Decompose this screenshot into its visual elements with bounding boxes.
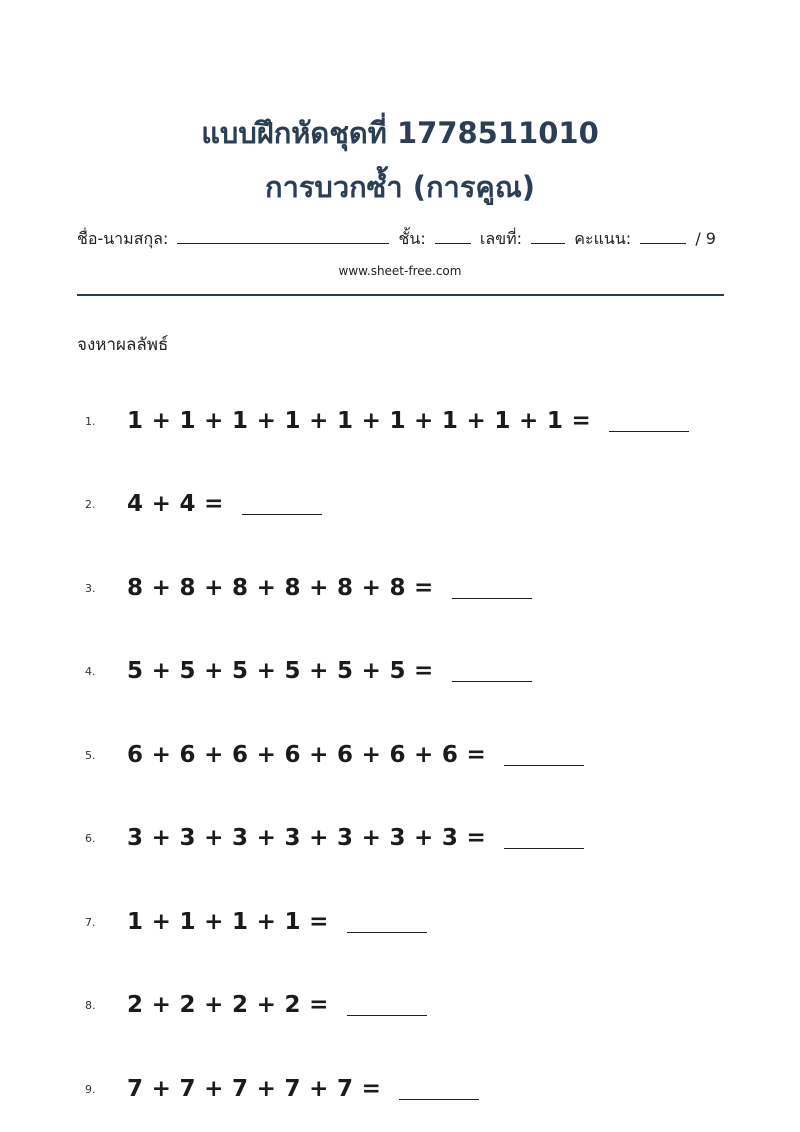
problem-expression: 6 + 6 + 6 + 6 + 6 + 6 + 6 = [127,742,487,768]
header-divider [77,294,724,296]
problem-expression: 4 + 4 = [127,491,224,517]
problem-item [85,823,584,853]
answer-blank[interactable] [242,494,322,515]
worksheet-title: แบบฝึกหัดชุดที่ 1778511010 [201,116,599,150]
problem-number: 6. [85,831,96,845]
problem-expression: 1 + 1 + 1 + 1 = [127,909,329,935]
answer-blank[interactable] [347,912,427,933]
student-info-row [77,228,727,250]
problem-item [85,990,427,1020]
answer-blank[interactable] [347,995,427,1016]
problem-expression: 7 + 7 + 7 + 7 + 7 = [127,1076,382,1102]
class-label: ชั้น: [398,229,426,248]
problem-number: 1. [85,414,96,428]
problem-item [85,406,689,436]
problem-expression: 3 + 3 + 3 + 3 + 3 + 3 + 3 = [127,825,487,851]
problem-number: 4. [85,664,96,678]
problem-number: 8. [85,998,96,1012]
website-url: www.sheet-free.com [338,264,462,278]
answer-blank[interactable] [452,578,532,599]
score-field[interactable] [640,229,686,244]
problem-number: 2. [85,497,96,511]
instruction-text: จงหาผลลัพธ์ [77,335,169,355]
score-label: คะแนน: [574,229,632,248]
number-label: เลขที่: [479,229,523,248]
problem-expression: 1 + 1 + 1 + 1 + 1 + 1 + 1 + 1 + 1 = [127,408,592,434]
answer-blank[interactable] [452,661,532,682]
problem-item [85,656,532,686]
problem-expression: 8 + 8 + 8 + 8 + 8 + 8 = [127,575,434,601]
answer-blank[interactable] [504,745,584,766]
name-label: ชื่อ-นามสกุล: [77,229,169,248]
problem-number: 3. [85,581,96,595]
worksheet-subtitle: การบวกซ้ำ (การคูณ) [265,170,535,204]
problem-item [85,489,322,519]
class-field[interactable] [435,229,471,244]
number-field[interactable] [531,229,565,244]
score-total: / 9 [695,229,716,248]
problem-expression: 5 + 5 + 5 + 5 + 5 + 5 = [127,658,434,684]
problem-number: 5. [85,748,96,762]
problem-item [85,907,427,937]
problem-number: 7. [85,915,96,929]
problem-item [85,1074,479,1104]
problem-item [85,573,532,603]
answer-blank[interactable] [504,828,584,849]
name-field[interactable] [177,229,389,244]
problem-item [85,740,584,770]
answer-blank[interactable] [609,411,689,432]
problem-number: 9. [85,1082,96,1096]
answer-blank[interactable] [399,1079,479,1100]
problem-expression: 2 + 2 + 2 + 2 = [127,992,329,1018]
